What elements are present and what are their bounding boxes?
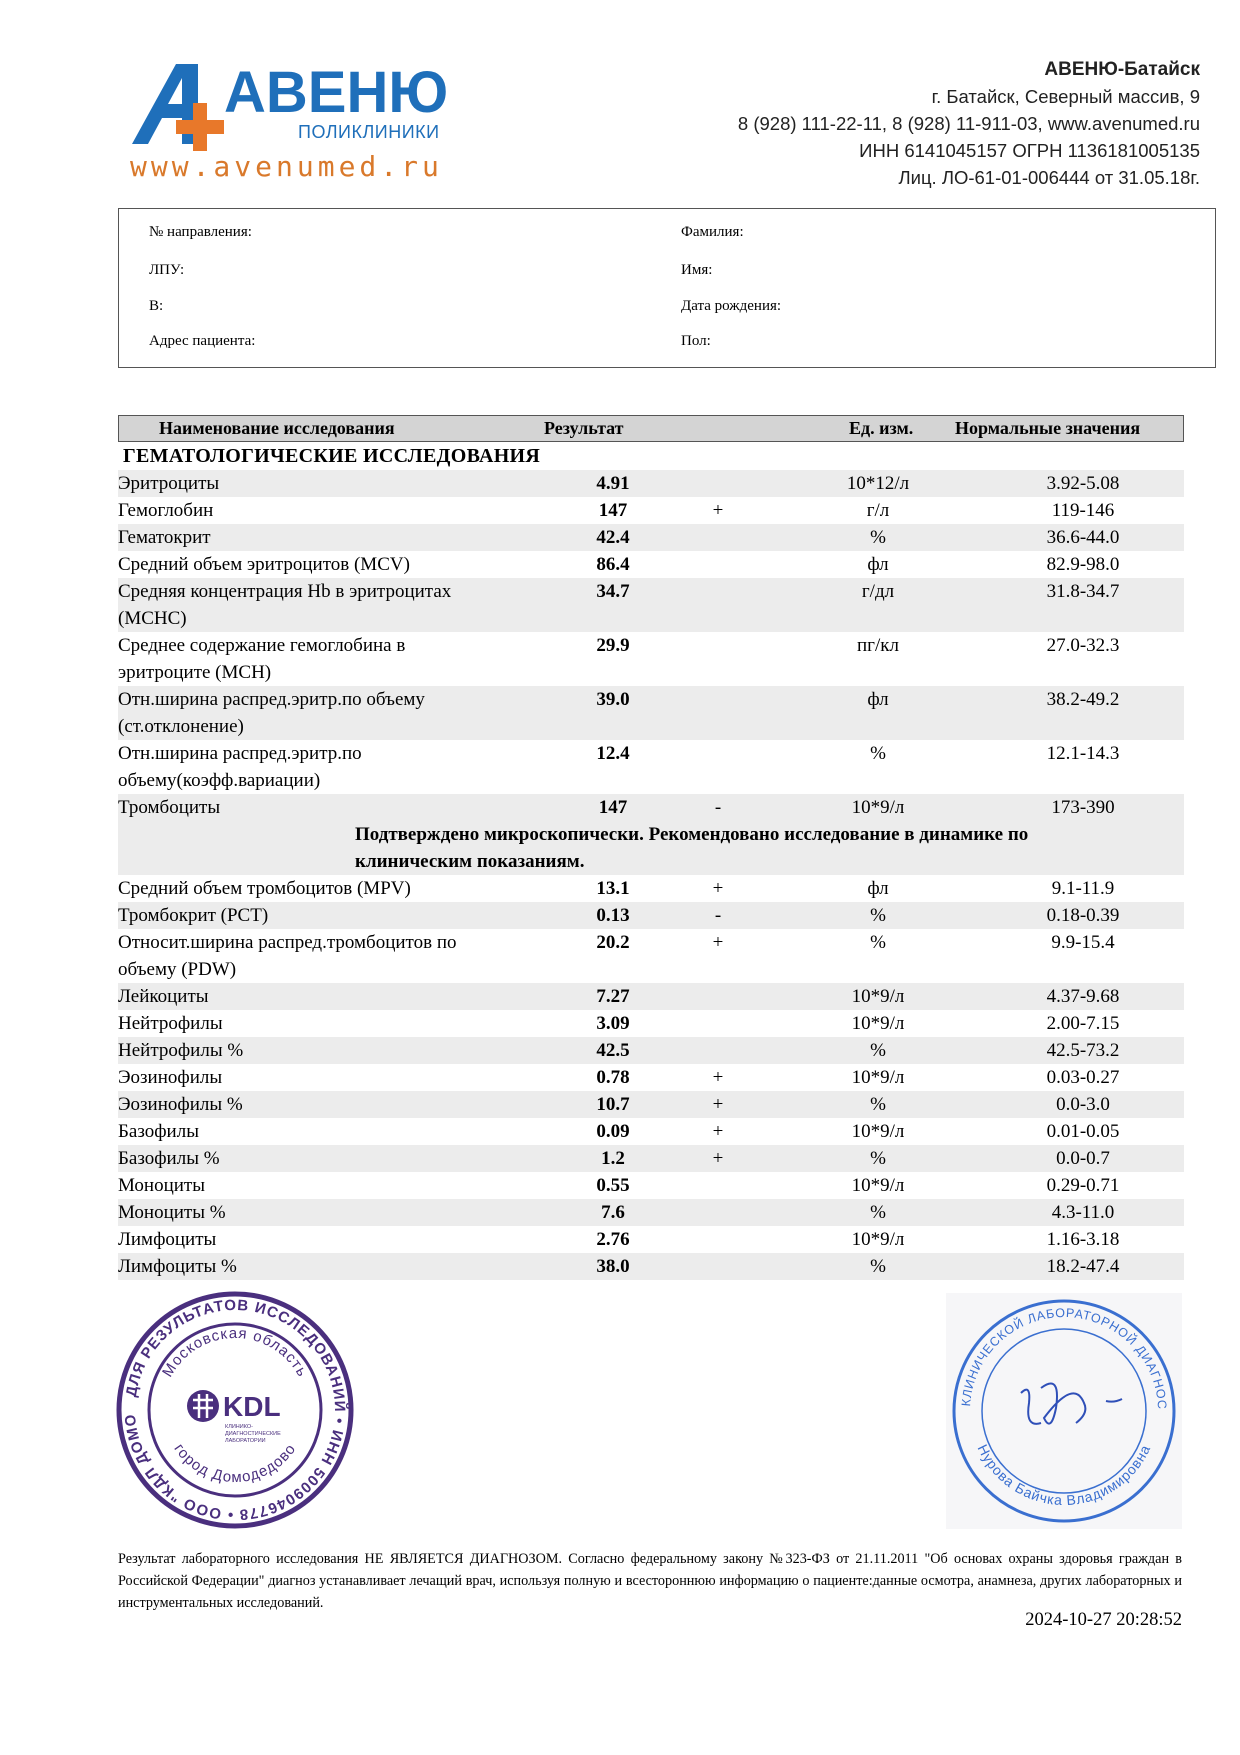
test-norm: 18.2-47.4 <box>1046 1256 1120 1277</box>
disclaimer-text: Результат лабораторного исследования НЕ ЯВЛЯЕТСЯ ДИАГНОЗОМ. Согласно федеральному закону №323-ФЗ от 21.11.2011 "Об основах охраны здоровья граждан в Российской Федерации" диагноз устанавливает лечащий врач, используя полную и всестороннюю информацию о пациенте:данные осмотра, анамнеза, других лабораторных и инструментальных исследований. <box>118 1551 1182 1611</box>
test-unit: % <box>870 527 886 548</box>
test-name: Эритроциты <box>118 473 220 494</box>
test-flag: - <box>714 905 722 926</box>
test-flag: + <box>712 1148 724 1169</box>
test-name: Эозинофилы % <box>118 1094 243 1115</box>
test-name: Эозинофилы <box>118 1067 223 1088</box>
test-norm: 3.92-5.08 <box>1046 473 1120 494</box>
kdl-stamp <box>115 1290 355 1530</box>
patient-address-label: Адрес пациента: <box>149 333 256 349</box>
test-name: Относит.ширина распред.тромбоцитов по объему (PDW) <box>118 932 457 980</box>
test-unit: % <box>870 1256 886 1277</box>
platelet-note: Подтверждено микроскопически. Рекомендовано исследование в динамике по клиническим показаниям. <box>118 821 1184 875</box>
test-unit: % <box>870 1148 886 1169</box>
v-label: В: <box>149 298 164 314</box>
svg-text:Нурова Байчка Владимировна <box>975 1442 1154 1508</box>
sex-label: Пол: <box>681 333 711 349</box>
test-norm: 0.01-0.05 <box>1046 1121 1120 1142</box>
test-flag: + <box>712 1067 724 1088</box>
test-unit: г/дл <box>861 581 895 602</box>
test-norm: 36.6-44.0 <box>1046 527 1120 548</box>
results-table <box>118 415 1184 1280</box>
logo-subtitle: ПОЛИКЛИНИКИ <box>298 122 440 142</box>
table-row <box>118 1253 1184 1280</box>
test-result: 0.78 <box>596 1067 630 1088</box>
test-name: Гемоглобин <box>118 500 214 521</box>
kdl-outer-text: ДЛЯ РЕЗУЛЬТАТОВ ИССЛЕДОВАНИЙ • ИНН 5009046778 • ООО "КДЛ ДОМО <box>121 1296 349 1524</box>
test-norm: 27.0-32.3 <box>1046 635 1120 656</box>
logo-text: АВЕНЮ <box>224 60 449 125</box>
referral-number-label: № направления: <box>149 224 252 240</box>
test-result: 7.27 <box>596 986 630 1007</box>
test-name: Средняя концентрация Hb в эритроцитах (MCHC) <box>118 581 452 629</box>
table-row <box>118 470 1184 497</box>
test-name: Средний объем эритроцитов (MCV) <box>118 554 410 575</box>
table-row <box>118 902 1184 929</box>
test-result: 42.5 <box>596 1040 630 1061</box>
test-result: 39.0 <box>596 689 630 710</box>
test-unit: % <box>870 1094 886 1115</box>
test-result: 1.2 <box>601 1148 625 1169</box>
kdl-inner-top: Московская область <box>159 1324 312 1381</box>
table-body <box>118 470 1184 1280</box>
svg-text:город Домодедово <box>170 1441 299 1487</box>
clinic-info <box>738 56 1200 191</box>
test-flag: + <box>712 932 724 953</box>
test-unit: % <box>870 932 886 953</box>
test-result: 42.4 <box>596 527 630 548</box>
header-result: Результат <box>544 418 624 438</box>
table-row <box>118 686 1184 740</box>
table-row <box>118 1037 1184 1064</box>
header-unit: Ед. изм. <box>849 418 914 438</box>
header-norm: Нормальные значения <box>955 418 1141 438</box>
section-title: ГЕМАТОЛОГИЧЕСКИЕ ИССЛЕДОВАНИЯ <box>123 445 541 467</box>
table-row <box>118 1010 1184 1037</box>
test-norm: 9.1-11.9 <box>1051 878 1115 899</box>
doctor-seal-icon <box>946 1293 1182 1529</box>
test-unit: фл <box>867 878 889 899</box>
kdl-inner-bottom: город Домодедово <box>170 1440 300 1487</box>
clinic-license: Лиц. ЛО-61-01-006444 от 31.05.18г. <box>898 167 1200 188</box>
clinic-ids: ИНН 6141045157 ОГРН 1136181005135 <box>859 140 1200 161</box>
test-name: Среднее содержание гемоглобина в эритроците (MCH) <box>118 635 406 683</box>
test-norm: 0.03-0.27 <box>1046 1067 1120 1088</box>
svg-text:Московская область <box>159 1325 311 1380</box>
kdl-logo-sub-1: КЛИНИКО- <box>225 1424 253 1430</box>
doctor-stamp-top-text: КЛИНИЧЕСКОЙ ЛАБОРАТОРНОЙ ДИАГНОС <box>959 1305 1170 1410</box>
test-name: Базофилы % <box>118 1148 220 1169</box>
test-result: 20.2 <box>596 932 630 953</box>
test-result: 0.09 <box>596 1121 630 1142</box>
kdl-logo-sub-3: ЛАБОРАТОРИИ <box>225 1438 266 1444</box>
table-row <box>118 578 1184 632</box>
doctor-stamp-bottom-text: Нурова Байчка Владимировна <box>974 1441 1154 1509</box>
test-unit: 10*12/л <box>846 473 910 494</box>
clinic-contacts: 8 (928) 111-22-11, 8 (928) 11-911-03, www.avenumed.ru <box>737 113 1200 134</box>
test-norm: 1.16-3.18 <box>1046 1229 1120 1250</box>
table-row <box>118 1091 1184 1118</box>
test-unit: 10*9/л <box>851 1175 905 1196</box>
test-flag: - <box>714 797 722 818</box>
logo-mark-icon <box>128 58 458 158</box>
lpu-label: ЛПУ: <box>149 262 185 278</box>
table-row <box>118 1064 1184 1091</box>
test-result: 147 <box>598 500 628 521</box>
test-name: Гематокрит <box>118 527 211 548</box>
test-norm: 31.8-34.7 <box>1046 581 1120 602</box>
kdl-logo-text: KDL <box>223 1391 281 1422</box>
test-norm: 0.29-0.71 <box>1046 1175 1120 1196</box>
test-name: Тромбоциты <box>118 797 221 818</box>
test-result: 4.91 <box>596 473 630 494</box>
test-result: 10.7 <box>596 1094 630 1115</box>
test-unit: 10*9/л <box>851 1121 905 1142</box>
table-row <box>118 1226 1184 1253</box>
table-row <box>118 524 1184 551</box>
test-name: Лейкоциты <box>118 986 209 1007</box>
test-result: 0.55 <box>596 1175 630 1196</box>
test-norm: 38.2-49.2 <box>1046 689 1120 710</box>
table-header <box>118 415 1184 442</box>
table-row <box>118 794 1184 821</box>
test-unit: 10*9/л <box>851 1229 905 1250</box>
test-norm: 82.9-98.0 <box>1046 554 1120 575</box>
table-row <box>118 929 1184 983</box>
test-name: Средний объем тромбоцитов (MPV) <box>118 878 411 899</box>
test-result: 38.0 <box>596 1256 630 1277</box>
test-result: 13.1 <box>596 878 630 899</box>
test-name: Отн.ширина распред.эритр.по объему (ст.отклонение) <box>118 689 425 737</box>
test-name: Отн.ширина распред.эритр.по объему(коэфф.вариации) <box>118 743 362 791</box>
test-norm: 119-146 <box>1051 500 1115 521</box>
test-unit: 10*9/л <box>851 1067 905 1088</box>
table-row <box>118 983 1184 1010</box>
report-timestamp: 2024-10-27 20:28:52 <box>1025 1610 1182 1630</box>
header-name: Наименование исследования <box>159 418 395 438</box>
test-norm: 4.3-11.0 <box>1051 1202 1115 1223</box>
test-result: 7.6 <box>601 1202 625 1223</box>
kdl-logo-sub-2: ДИАГНОСТИЧЕСКИЕ <box>225 1431 281 1437</box>
test-unit: 10*9/л <box>851 1013 905 1034</box>
table-row <box>118 551 1184 578</box>
test-flag: + <box>712 1121 724 1142</box>
doctor-stamp <box>946 1293 1182 1529</box>
test-result: 86.4 <box>596 554 630 575</box>
test-flag: + <box>712 878 724 899</box>
test-norm: 2.00-7.15 <box>1046 1013 1120 1034</box>
test-result: 3.09 <box>596 1013 630 1034</box>
test-unit: % <box>870 1202 886 1223</box>
test-norm: 12.1-14.3 <box>1046 743 1120 764</box>
signature-icon <box>1021 1384 1122 1424</box>
table-row <box>118 632 1184 686</box>
test-unit: % <box>870 1040 886 1061</box>
test-result: 29.9 <box>596 635 630 656</box>
test-result: 147 <box>598 797 628 818</box>
table-row <box>118 875 1184 902</box>
test-name: Нейтрофилы <box>118 1013 223 1034</box>
test-norm: 0.0-0.7 <box>1056 1148 1110 1169</box>
test-unit: пг/кл <box>857 635 899 656</box>
test-result: 34.7 <box>596 581 630 602</box>
test-norm: 42.5-73.2 <box>1046 1040 1120 1061</box>
birthdate-label: Дата рождения: <box>681 298 782 314</box>
clinic-address: г. Батайск, Северный массив, 9 <box>931 86 1200 107</box>
test-result: 2.76 <box>596 1229 630 1250</box>
test-name: Нейтрофилы % <box>118 1040 244 1061</box>
table-row <box>118 1145 1184 1172</box>
test-norm: 173-390 <box>1051 797 1115 818</box>
test-norm: 4.37-9.68 <box>1046 986 1120 1007</box>
test-norm: 0.0-3.0 <box>1056 1094 1110 1115</box>
table-row <box>118 497 1184 524</box>
test-norm: 0.18-0.39 <box>1046 905 1120 926</box>
test-name: Базофилы <box>118 1121 199 1142</box>
test-unit: % <box>870 905 886 926</box>
patient-info-box <box>118 208 1216 368</box>
test-result: 12.4 <box>596 743 630 764</box>
logo-url: www.avenumed.ru <box>130 150 443 183</box>
test-flag: + <box>712 500 724 521</box>
test-name: Тромбокрит (PCT) <box>118 905 269 926</box>
test-flag: + <box>712 1094 724 1115</box>
table-row <box>118 1199 1184 1226</box>
test-norm: 9.9-15.4 <box>1051 932 1115 953</box>
clinic-name: АВЕНЮ-Батайск <box>1044 59 1200 80</box>
test-name: Моноциты <box>118 1175 205 1196</box>
test-name: Моноциты % <box>118 1202 226 1223</box>
kdl-seal-icon <box>115 1290 355 1530</box>
test-unit: 10*9/л <box>851 986 905 1007</box>
test-unit: 10*9/л <box>851 797 905 818</box>
test-name: Лимфоциты % <box>118 1256 237 1277</box>
test-unit: г/л <box>866 500 890 521</box>
test-result: 0.13 <box>596 905 630 926</box>
test-unit: % <box>870 743 886 764</box>
surname-label: Фамилия: <box>681 224 744 240</box>
test-unit: фл <box>867 689 889 710</box>
name-label: Имя: <box>681 262 713 278</box>
test-unit: фл <box>867 554 889 575</box>
test-name: Лимфоциты <box>118 1229 217 1250</box>
table-row <box>118 1172 1184 1199</box>
table-row <box>118 1118 1184 1145</box>
table-row <box>118 740 1184 794</box>
